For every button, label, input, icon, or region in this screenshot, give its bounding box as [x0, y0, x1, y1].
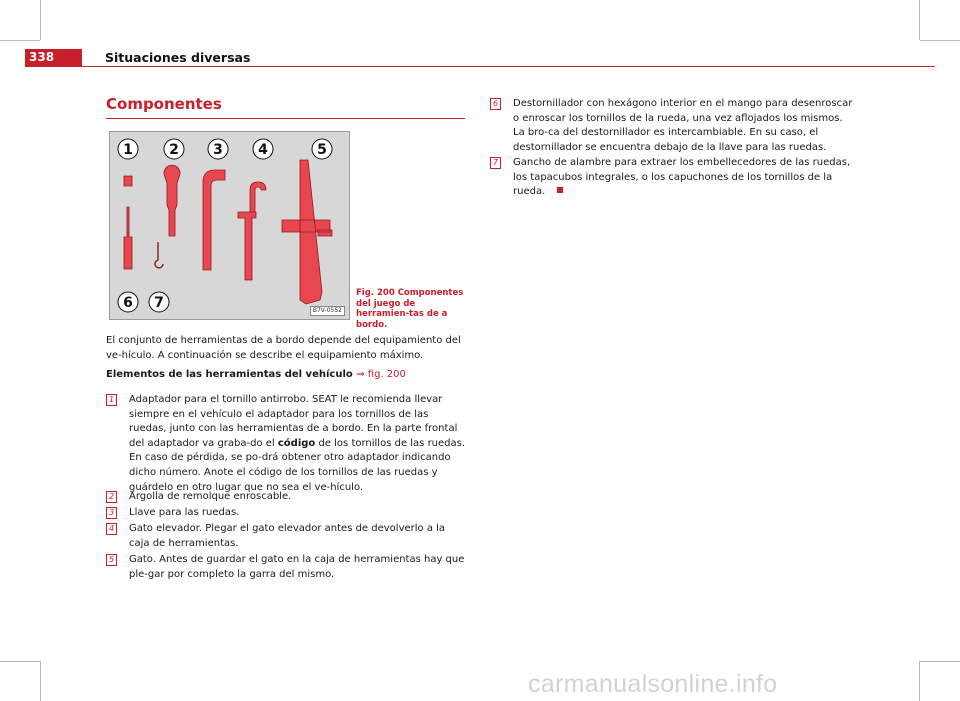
list-item: [106, 393, 468, 495]
crop-mark: [920, 40, 960, 41]
item-number-badge: 4: [106, 523, 117, 535]
crop-mark: [919, 661, 920, 701]
list-item-text: Gato elevador. Plegar el gato elevador antes de devolverlo a la caja de herramientas.: [129, 523, 446, 549]
chapter-title: Situaciones diversas: [105, 50, 251, 65]
list-item: [490, 97, 856, 155]
list-item-text: Llave para las ruedas.: [129, 507, 240, 518]
elements-heading: [106, 368, 406, 383]
tool-kit-illustration: [110, 132, 350, 320]
jack-handle-shape: [238, 182, 266, 280]
item-number-badge: 7: [490, 157, 501, 169]
item-number-badge: 6: [490, 98, 501, 110]
page-header: [25, 49, 935, 67]
list-item: [106, 553, 468, 582]
section-title: Componentes: [106, 95, 222, 113]
list-item-text: Argolla de remolque enroscable.: [129, 491, 292, 502]
item-number-badge: 1: [106, 394, 117, 406]
list-item: [106, 490, 468, 505]
tool-kit-figure: [109, 131, 350, 320]
item-number-badge: 3: [106, 507, 117, 519]
wheel-wrench-shape: [203, 170, 225, 270]
figure-label-5: 5: [317, 142, 327, 158]
crop-mark: [40, 661, 41, 701]
list-item-text: Adaptador para el tornillo antirrobo. SEAT le recomienda llevar siempre en el vehículo el adaptador para los tornillos de las ruedas, junto con las herramientas de a bordo. En la parte frontal del adaptador va graba-do el código de los tornillos de las ruedas. En caso de pérdida, se po-drá obtener otro adaptador indicando dicho número. Anote el código de los tornillos de las ruedas y guárdelo en otro lugar que no sea el ve-hículo.: [129, 394, 466, 493]
item-number-badge: 2: [106, 491, 117, 503]
antitheft-adapter-shape: [124, 176, 132, 186]
item-number-badge: 5: [106, 554, 117, 566]
list-item-text: Destornillador con hexágono interior en el mango para desenroscar o enroscar los tornillos de la rueda, una vez aflojados los mismos. La bro-ca del destornillador es intercambiable. En su caso, el destornillador se encuentra debajo de la llave para las ruedas.: [513, 98, 853, 153]
keyword-codigo: código: [277, 437, 316, 449]
wire-hook-shape: [155, 242, 163, 268]
intro-paragraph: El conjunto de herramientas de a bordo depende del equipamiento del ve-hículo. A continuación se describe el equipamiento máximo.: [106, 335, 461, 361]
crop-mark: [0, 661, 40, 662]
figure-label-3: 3: [213, 142, 223, 158]
figure-label-7: 7: [154, 295, 164, 311]
watermark: carmanualsonline.info: [528, 670, 778, 698]
crop-mark: [0, 40, 40, 41]
jack-shape: [282, 160, 332, 304]
figure-reference-link[interactable]: ⇒ fig. 200: [356, 369, 406, 380]
figure-caption: Fig. 200 Componentes del juego de herramien-tas de a bordo.: [356, 288, 464, 330]
list-item: [490, 156, 856, 200]
crop-mark: [919, 0, 920, 40]
figure-label-4: 4: [258, 142, 268, 158]
section-end-marker: [557, 187, 563, 193]
crop-mark: [920, 661, 960, 662]
page-number: 338: [25, 49, 82, 66]
list-item: [106, 522, 468, 551]
elements-heading-text: Elementos de las herramientas del vehículo: [106, 369, 353, 380]
figure-label-1: 1: [123, 142, 133, 158]
figure-label-2: 2: [169, 142, 179, 158]
towing-eye-shape: [164, 165, 180, 236]
list-item: [106, 506, 468, 521]
screwdriver-shape: [124, 207, 132, 269]
crop-mark: [40, 0, 41, 40]
figure-code: B7V-0552: [310, 306, 345, 316]
list-item-text: Gato. Antes de guardar el gato en la caja de herramientas hay que ple-gar por completo la garra del mismo.: [129, 554, 465, 580]
list-item-text: Gancho de alambre para extraer los embellecedores de las ruedas, los tapacubos integrales, o los capuchones de los tornillos de la rueda.: [513, 157, 851, 198]
section-divider: [106, 118, 465, 119]
figure-label-6: 6: [123, 295, 133, 311]
